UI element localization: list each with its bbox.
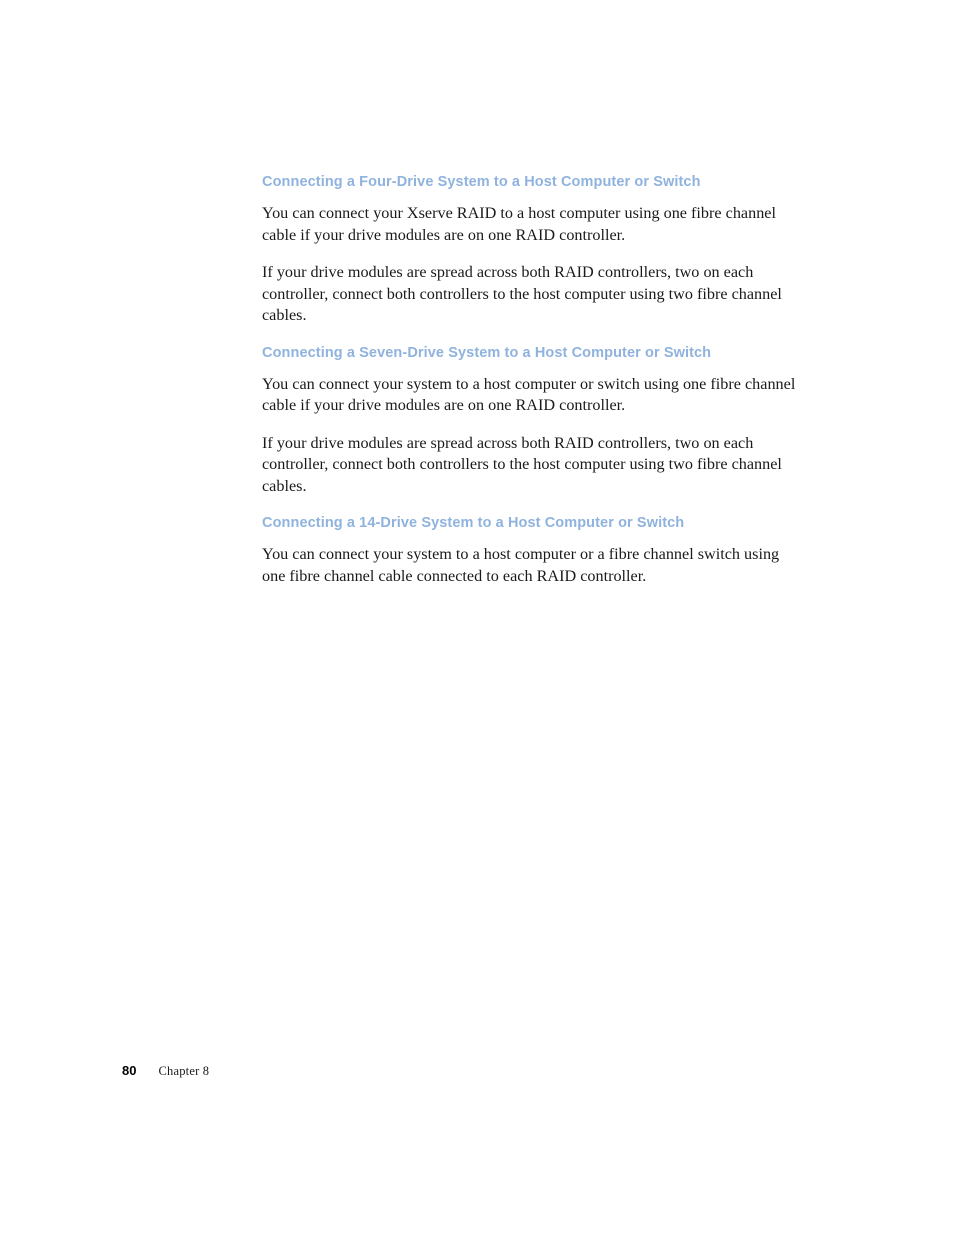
section-heading: Connecting a Seven-Drive System to a Host Computer or Switch (262, 344, 712, 361)
page-footer (122, 1063, 209, 1081)
chapter-label: Chapter 8 (158, 1064, 210, 1078)
section-seven-drive (262, 343, 802, 498)
section-four-drive (262, 172, 802, 327)
section-heading: Connecting a Four-Drive System to a Host Computer or Switch (262, 174, 701, 190)
section-fourteen-drive (262, 513, 802, 587)
paragraph: If your drive modules are spread across both RAID controllers, two on each controller, connect both controllers to the host computer using two fibre channel cables. (262, 433, 782, 495)
paragraph: You can connect your Xserve RAID to a host computer using one fibre channel cable if your drive modules are on one RAID controller. (262, 204, 776, 244)
page-number: 80 (122, 1063, 137, 1078)
paragraph: You can connect your system to a host computer or switch using one fibre channel cable if your drive modules are on one RAID controller. (262, 374, 796, 414)
page-content (262, 172, 802, 603)
section-heading: Connecting a 14-Drive System to a Host Computer or Switch (262, 515, 685, 531)
paragraph: You can connect your system to a host computer or a fibre channel switch using one fibre channel cable connected to each RAID controller. (262, 545, 780, 585)
paragraph: If your drive modules are spread across both RAID controllers, two on each controller, connect both controllers to the host computer using two fibre channel cables. (262, 263, 782, 324)
